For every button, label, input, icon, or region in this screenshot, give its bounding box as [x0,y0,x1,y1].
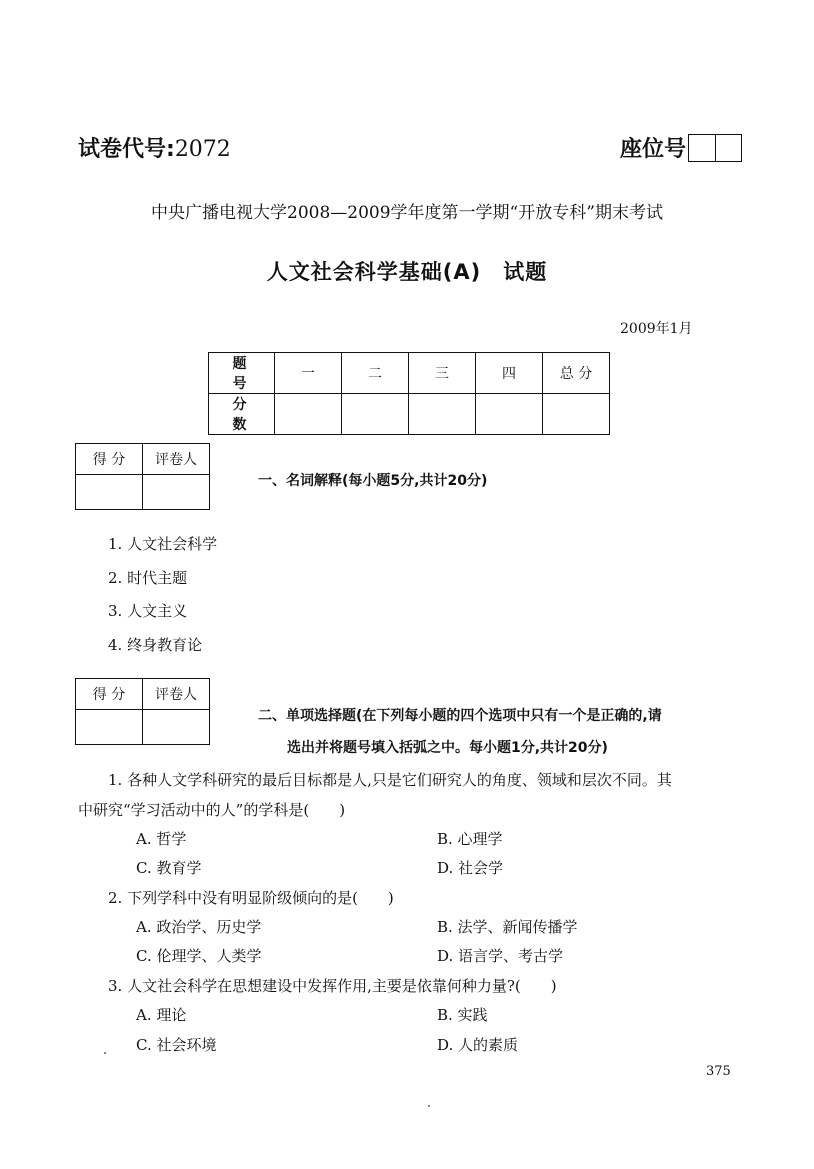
exam-title: 人文社会科学基础(A) 试题 [266,260,548,284]
grader-score-label: 得 分 [76,679,143,710]
score-cell [342,394,409,435]
term-item: 1. 人文社会科学 [108,535,218,553]
exam-date: 2009年1月 [620,321,693,337]
question-3-stem: 3. 人文社会科学在思想建设中发挥作用,主要是依靠何种力量?( ) [108,977,557,995]
question-2-stem: 2. 下列学科中没有明显阶级倾向的是( ) [108,889,394,907]
option: A. 哲学 [136,830,187,848]
question-1-stem-cont: 中研究“学习活动中的人”的学科是( ) [78,801,346,819]
section-2-heading-line2: 选出并将题号填入括弧之中。每小题1分,共计20分) [287,740,608,756]
grader-cell [76,475,143,510]
score-cell [476,394,543,435]
seat-number-box [688,134,742,162]
score-table-header-row [209,353,610,394]
score-table-col: 一 [275,353,342,394]
page-number: 375 [706,1064,731,1079]
seat-number-label: 座位号 [620,137,687,162]
option: B. 法学、新闻传播学 [437,918,578,936]
section-1-heading: 一、名词解释(每小题5分,共计20分) [258,473,488,489]
score-table-row-label: 分 数 [209,394,275,435]
option: D. 社会学 [437,859,504,877]
option: C. 社会环境 [136,1036,217,1054]
option: A. 政治学、历史学 [136,918,262,936]
scan-speck [428,1105,430,1107]
option: D. 语言学、考古学 [437,947,564,965]
grader-table-1 [75,443,210,510]
grader-cell [76,710,143,745]
grader-table-2 [75,678,210,745]
score-cell [409,394,476,435]
grader-name-label: 评卷人 [143,444,210,475]
grader-cell [143,710,210,745]
option: A. 理论 [136,1006,187,1024]
option: B. 心理学 [437,830,503,848]
scan-speck [104,1052,106,1054]
score-table-col: 二 [342,353,409,394]
score-cell [275,394,342,435]
score-table-col: 四 [476,353,543,394]
score-table [208,352,610,435]
question-1-stem: 1. 各种人文学科研究的最后目标都是人,只是它们研究人的角度、领域和层次不同。其 [108,771,672,789]
option: C. 教育学 [136,859,202,877]
term-item: 2. 时代主题 [108,569,188,587]
exam-code-value: 2072 [174,137,231,162]
exam-subtitle: 中央广播电视大学2008—2009学年度第一学期“开放专科”期末考试 [151,203,663,223]
grader-score-label: 得 分 [76,444,143,475]
score-table-col: 三 [409,353,476,394]
option: D. 人的素质 [437,1036,519,1054]
option: C. 伦理学、人类学 [136,947,262,965]
score-cell [543,394,610,435]
grader-name-label: 评卷人 [143,679,210,710]
exam-code-label: 试卷代号: [78,137,175,162]
term-item: 3. 人文主义 [108,602,188,620]
score-table-score-row [209,394,610,435]
term-item: 4. 终身教育论 [108,636,203,654]
exam-code [78,132,231,163]
score-table-col: 总 分 [543,353,610,394]
score-table-row-label: 题 号 [209,353,275,394]
section-2-heading-line1: 二、单项选择题(在下列每小题的四个选项中只有一个是正确的,请 [258,708,662,724]
grader-cell [143,475,210,510]
seat-number [620,132,742,163]
option: B. 实践 [437,1006,488,1024]
